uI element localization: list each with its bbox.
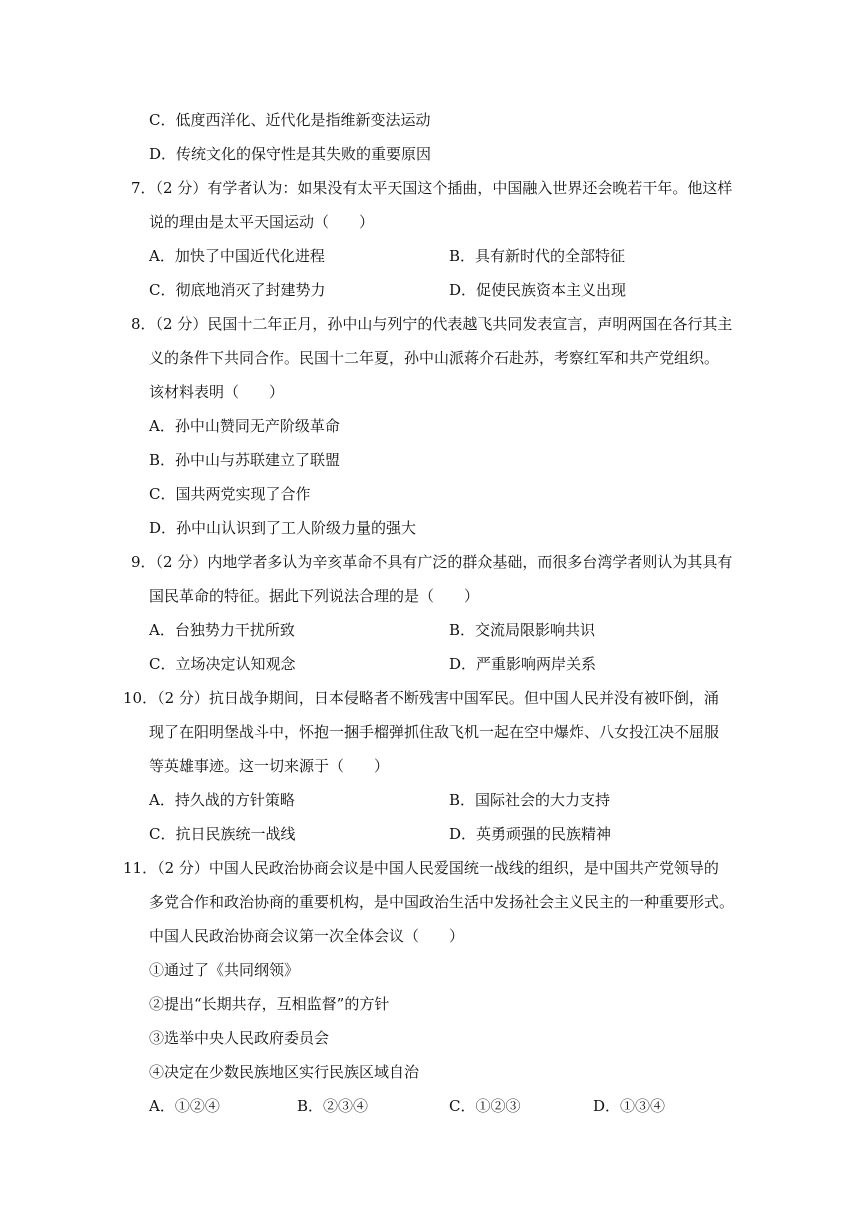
q11-item-3: ③选举中央人民政府委员会: [149, 1029, 330, 1047]
q9-stem-line1: 9．（2 分）内地学者多认为辛亥革命不具有广泛的群众基础，而很多台湾学者则认为其具有: [131, 553, 733, 571]
q9-option-c: C．立场决定认知观念: [149, 655, 296, 673]
q11-option-c: C．①②③: [449, 1097, 521, 1115]
q10-option-d: D．英勇顽强的民族精神: [449, 825, 612, 843]
q8-stem-line3: 该材料表明（ ）: [149, 383, 285, 401]
q11-stem-line2: 多党合作和政治协商的重要机构，是中国政治生活中发扬社会主义民主的一种重要形式。: [149, 893, 735, 911]
q9-stem-line2: 国民革命的特征。据此下列说法合理的是（ ）: [149, 587, 480, 605]
q11-item-4: ④决定在少数民族地区实行民族区域自治: [149, 1063, 420, 1081]
q7-option-d: D．促使民族资本主义出现: [449, 281, 627, 299]
q10-stem-line3: 等英雄事迹。这一切来源于（ ）: [149, 757, 390, 775]
q10-stem-line1: 10．（2 分）抗日战争期间，日本侵略者不断残害中国军民。但中国人民并没有被吓倒，涌: [123, 689, 719, 707]
q11-stem-line3: 中国人民政治协商会议第一次全体会议（ ）: [149, 927, 465, 945]
q11-item-1: ①通过了《共同纲领》: [149, 961, 300, 979]
q10-option-a: A．持久战的方针策略: [149, 791, 295, 809]
q8-option-a: A．孙中山赞同无产阶级革命: [149, 417, 340, 435]
q9-option-d: D．严重影响两岸关系: [449, 655, 597, 673]
q11-option-a: A．①②④: [149, 1097, 220, 1115]
q9-option-a: A．台独势力干扰所致: [149, 621, 295, 639]
q10-stem-line2: 现了在阳明堡战斗中，怀抱一捆手榴弹抓住敌飞机一起在空中爆炸、八女投江决不屈服: [149, 723, 720, 741]
q7-option-c: C．彻底地消灭了封建势力: [149, 281, 326, 299]
q7-option-b: B．具有新时代的全部特征: [449, 247, 626, 265]
q8-stem-line2: 义的条件下共同合作。民国十二年夏，孙中山派蒋介石赴苏，考察红军和共产党组织。: [149, 349, 720, 367]
q8-stem-line1: 8．（2 分）民国十二年正月，孙中山与列宁的代表越飞共同发表宣言，声明两国在各行其主: [131, 315, 733, 333]
q6-option-d: D．传统文化的保守性是其失败的重要原因: [149, 145, 432, 163]
q11-option-d: D．①③④: [593, 1097, 666, 1115]
q11-item-2: ②提出“长期共存，互相监督”的方针: [149, 995, 390, 1013]
q11-option-b: B．②③④: [297, 1097, 369, 1115]
q10-option-b: B．国际社会的大力支持: [449, 791, 611, 809]
q8-option-b: B．孙中山与苏联建立了联盟: [149, 451, 341, 469]
q8-option-d: D．孙中山认识到了工人阶级力量的强大: [149, 519, 417, 537]
q10-option-c: C．抗日民族统一战线: [149, 825, 296, 843]
q7-stem-line1: 7．（2 分）有学者认为：如果没有太平天国这个插曲，中国融入世界还会晚若干年。他这样: [131, 179, 733, 197]
q8-option-c: C．国共两党实现了合作: [149, 485, 311, 503]
q7-option-a: A．加快了中国近代化进程: [149, 247, 325, 265]
q11-stem-line1: 11．（2 分）中国人民政治协商会议是中国人民爱国统一战线的组织，是中国共产党领导的: [123, 859, 719, 877]
q6-option-c: C．低度西洋化、近代化是指维新变法运动: [149, 111, 431, 129]
q9-option-b: B．交流局限影响共识: [449, 621, 596, 639]
q7-stem-line2: 说的理由是太平天国运动（ ）: [149, 213, 375, 231]
